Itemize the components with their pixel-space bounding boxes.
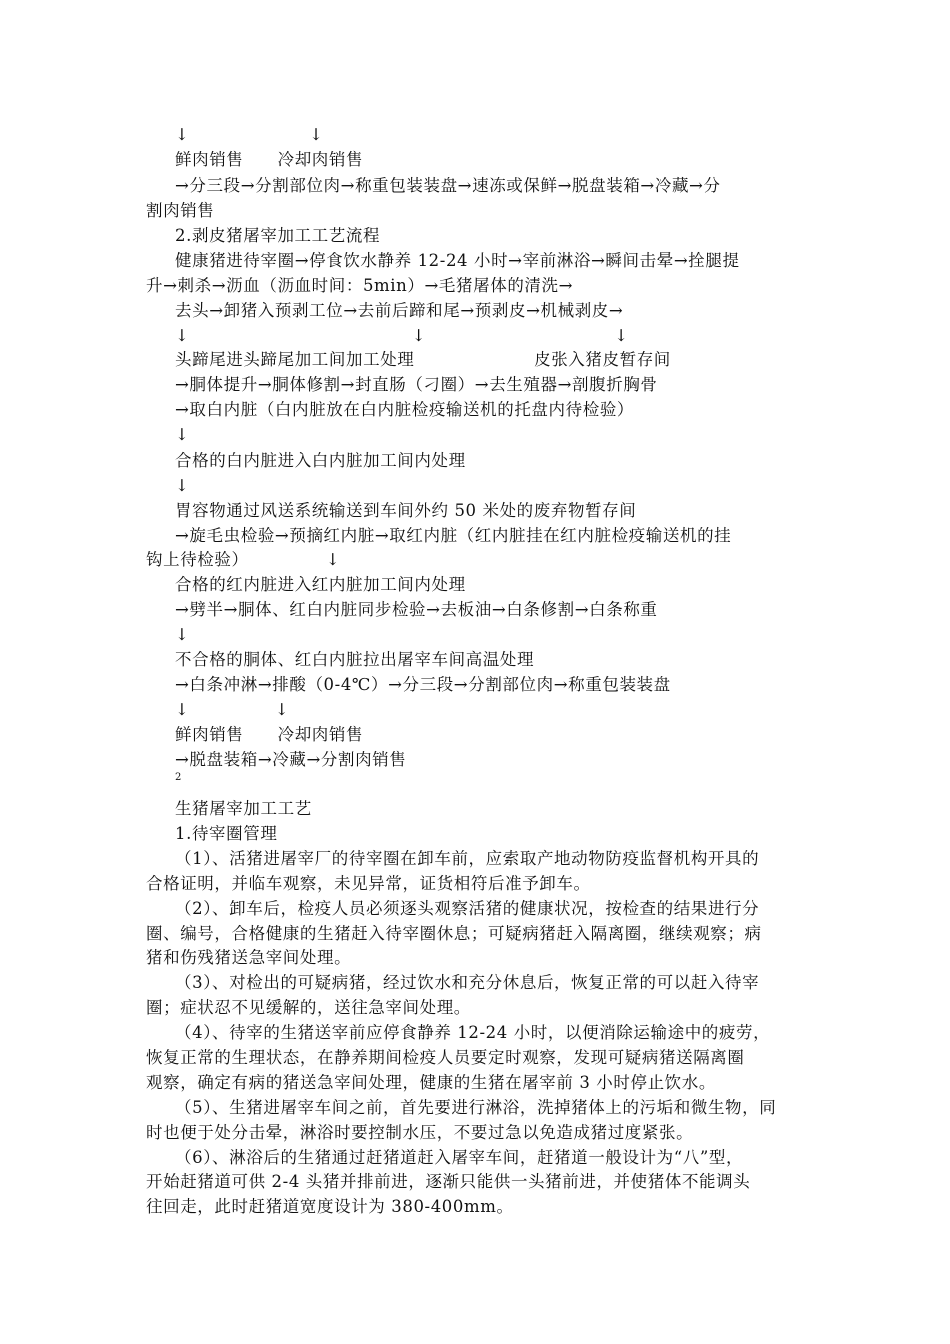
text-line: 钩上待检验） ↓ [146,550,341,569]
text-line: 割肉销售 [146,201,215,220]
text-line: →劈半→胴体、红白内脏同步检验→去板油→白条修割→白条称重 [175,600,658,619]
text-line: 去头→卸猪入预剥工位→去前后蹄和尾→预剥皮→机械剥皮→ [175,301,624,320]
section-heading: 2.剥皮猪屠宰加工工艺流程 [175,226,381,245]
footnote-marker: 2 [175,772,182,783]
arrow-row: ↓ ↓ [175,125,324,144]
text-line: →旋毛虫检验→预摘红内脏→取红内脏（红内脏挂在红内脏检疫输送机的挂 [175,526,732,545]
text-line: 鲜肉销售 冷却肉销售 [175,725,364,744]
text-line: 合格的红内脏进入红内脏加工间内处理 [175,575,466,594]
paragraph-line: 开始赶猪道可供 2-4 头猪并排前进，逐渐只能供一头猪前进，并使猪体不能调头 [146,1172,751,1191]
text-line: 合格的白内脏进入白内脏加工间内处理 [175,451,466,470]
paragraph-line: 恢复正常的生理状态，在静养期间检疫人员要定时观察，发现可疑病猪送隔离圈 [146,1048,745,1067]
text-line: 不合格的胴体、红白内脏拉出屠宰车间高温处理 [175,650,535,669]
paragraph-line: 观察，确定有病的猪送急宰间处理，健康的生猪在屠宰前 3 小时停止饮水。 [146,1073,716,1092]
section-heading: 生猪屠宰加工工艺 [175,799,312,818]
paragraph-line: 时也便于处分击晕，淋浴时要控制水压，不要过急以免造成猪过度紧张。 [146,1123,694,1142]
arrow-row: ↓ [175,625,190,644]
text-line: 头蹄尾进头蹄尾加工间加工处理 皮张入猪皮暂存间 [175,350,671,369]
paragraph-line: （1）、活猪进屠宰厂的待宰圈在卸车前，应索取产地动物防疫监督机构开具的 [175,849,760,868]
arrow-row: ↓ [175,476,190,495]
paragraph-line: （4）、待宰的生猪送宰前应停食静养 12-24 小时，以便消除运输途中的疲劳， [175,1023,771,1042]
text-line: →分三段→分割部位肉→称重包装装盘→速冻或保鲜→脱盘装箱→冷藏→分 [175,176,721,195]
text-line: →白条冲淋→排酸（0-4℃）→分三段→分割部位肉→称重包装装盘 [175,675,671,694]
paragraph-line: （5）、生猪进屠宰车间之前，首先要进行淋浴，洗掉猪体上的污垢和微生物，同 [175,1098,777,1117]
arrow-row: ↓ ↓ ↓ [175,326,629,345]
text-line: →取白内脏（白内脏放在白内脏检疫输送机的托盘内待检验） [175,400,635,419]
paragraph-line: （6）、淋浴后的生猪通过赶猪道赶入屠宰车间，赶猪道一般设计为“八”型， [175,1148,744,1167]
text-line: →脱盘装箱→冷藏→分割肉销售 [175,750,407,769]
arrow-row: ↓ ↓ [175,700,290,719]
paragraph-line: （2）、卸车后，检疫人员必须逐头观察活猪的健康状况，按检查的结果进行分 [175,899,760,918]
paragraph-line: 圈、编号，合格健康的生猪赶入待宰圈休息；可疑病猪赶入隔离圈，继续观察；病 [146,924,762,943]
paragraph-line: 猪和伤残猪送急宰间处理。 [146,948,352,967]
text-line: 鲜肉销售 冷却肉销售 [175,150,364,169]
paragraph-line: 圈；症状忍不见缓解的，送往急宰间处理。 [146,998,471,1017]
paragraph-line: （3）、对检出的可疑病猪，经过饮水和充分休息后，恢复正常的可以赶入待宰 [175,973,760,992]
subsection-heading: 1.待宰圈管理 [175,824,278,843]
text-line: 健康猪进待宰圈→停食饮水静养 12-24 小时→宰前淋浴→瞬间击晕→拴腿提 [175,251,740,270]
arrow-row: ↓ [175,425,190,444]
text-line: →胴体提升→胴体修割→封直肠（刁圈）→去生殖器→剖腹折胸骨 [175,375,658,394]
paragraph-line: 往回走，此时赶猪道宽度设计为 380-400mm。 [146,1197,514,1216]
text-line: 升→刺杀→沥血（沥血时间：5min）→毛猪屠体的清洗→ [146,276,574,295]
paragraph-line: 合格证明，并临车观察，未见异常，证货相符后准予卸车。 [146,874,591,893]
text-line: 胃容物通过风送系统输送到车间外约 50 米处的废弃物暂存间 [175,501,637,520]
